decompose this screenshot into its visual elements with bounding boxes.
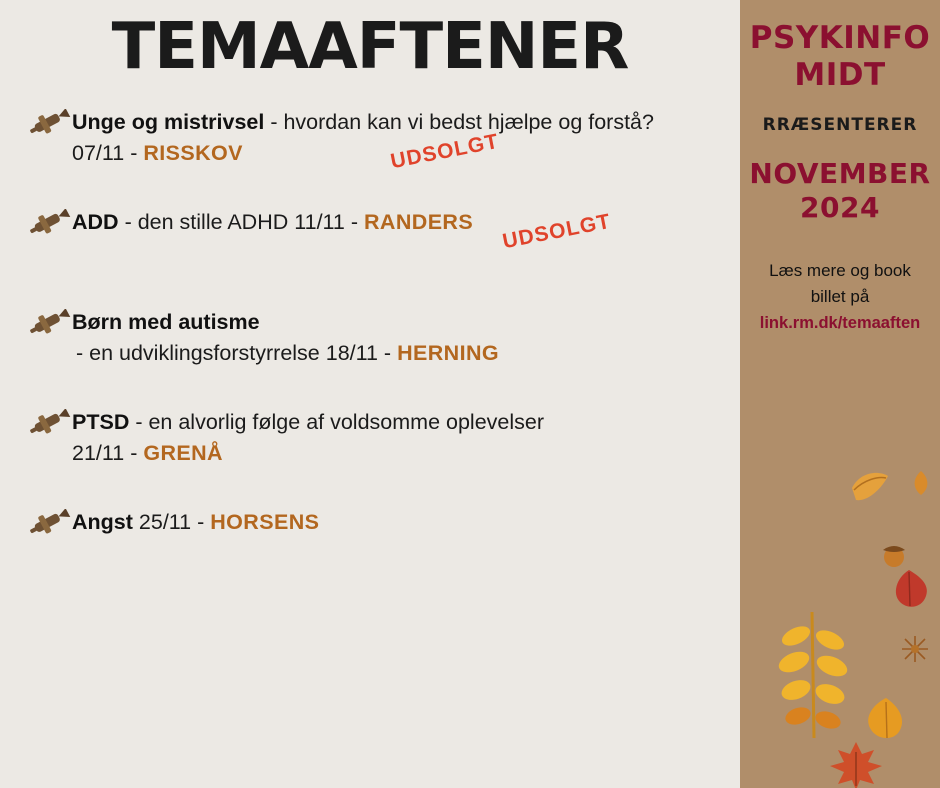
presents-label: RRÆSENTERER: [762, 115, 918, 136]
status-badge: UDSOLGT: [388, 129, 501, 174]
event-description: - hvordan kan vi bedst hjælpe og forstå?: [264, 110, 654, 135]
year-label: 2024: [800, 190, 880, 224]
event-date: 11/11: [294, 210, 345, 235]
event-date: 25/11: [138, 510, 192, 535]
event-description: - en udviklingsforstyrrelse: [76, 340, 326, 365]
event-title: Børn med autisme: [72, 310, 260, 335]
event-city: HORSENS: [210, 510, 320, 535]
pushpin-icon: [26, 109, 72, 143]
event-text: [72, 307, 499, 368]
status-badge: UDSOLGT: [500, 209, 613, 254]
event-city: RANDERS: [363, 210, 474, 235]
brand-line-2: MIDT: [794, 56, 886, 93]
event-separator: -: [191, 510, 211, 535]
booking-info: [740, 258, 940, 336]
events-list: [0, 107, 740, 571]
booking-link[interactable]: link.rm.dk/temaaften: [759, 314, 921, 333]
brand-line-1: PSYKINFO: [749, 20, 931, 56]
event-city: GRENÅ: [143, 440, 223, 465]
pushpin-icon: [26, 209, 72, 243]
booking-line-1: Læs mere og book: [769, 261, 911, 281]
event-description: - en alvorlig følge af voldsomme oplevelser: [129, 410, 544, 435]
event-text: [72, 407, 544, 468]
leaf-icon: [910, 470, 932, 501]
leaf-icon: [848, 468, 892, 513]
list-item[interactable]: [26, 407, 720, 471]
event-title: PTSD: [72, 410, 130, 435]
event-date: 07/11: [72, 140, 125, 165]
event-separator: -: [377, 340, 398, 365]
event-description: - den stille ADHD: [118, 210, 295, 235]
event-text: [72, 507, 319, 538]
list-item[interactable]: [26, 307, 720, 371]
leaf-icon: [886, 568, 932, 615]
brand-name: [740, 20, 940, 93]
pushpin-icon: [26, 509, 72, 543]
list-item[interactable]: [26, 207, 720, 271]
event-date: 21/11: [72, 440, 125, 465]
event-title: Angst: [72, 510, 133, 535]
event-separator: -: [124, 140, 144, 165]
pushpin-icon: [26, 409, 72, 443]
event-title: Unge og mistrivsel: [72, 110, 265, 135]
leaf-icon: [778, 610, 848, 745]
event-date: 18/11: [325, 340, 378, 365]
pushpin-icon: [26, 309, 72, 343]
month-year: [740, 157, 940, 224]
month-label: NOVEMBER: [749, 157, 931, 191]
event-text: [72, 107, 712, 174]
sidebar: [740, 0, 940, 788]
seed-pod-icon: [900, 634, 930, 669]
list-item[interactable]: [26, 507, 720, 571]
page-title: TEMAAFTENER: [111, 10, 629, 84]
event-title: ADD: [72, 210, 119, 235]
booking-line-2: billet på: [810, 286, 870, 306]
event-separator: -: [344, 210, 364, 235]
list-item[interactable]: [26, 107, 720, 174]
event-city: HERNING: [397, 340, 500, 365]
event-separator: -: [124, 440, 144, 465]
event-text: [72, 207, 613, 254]
event-city: RISSKOV: [143, 140, 243, 165]
maple-leaf-icon: [828, 740, 884, 788]
